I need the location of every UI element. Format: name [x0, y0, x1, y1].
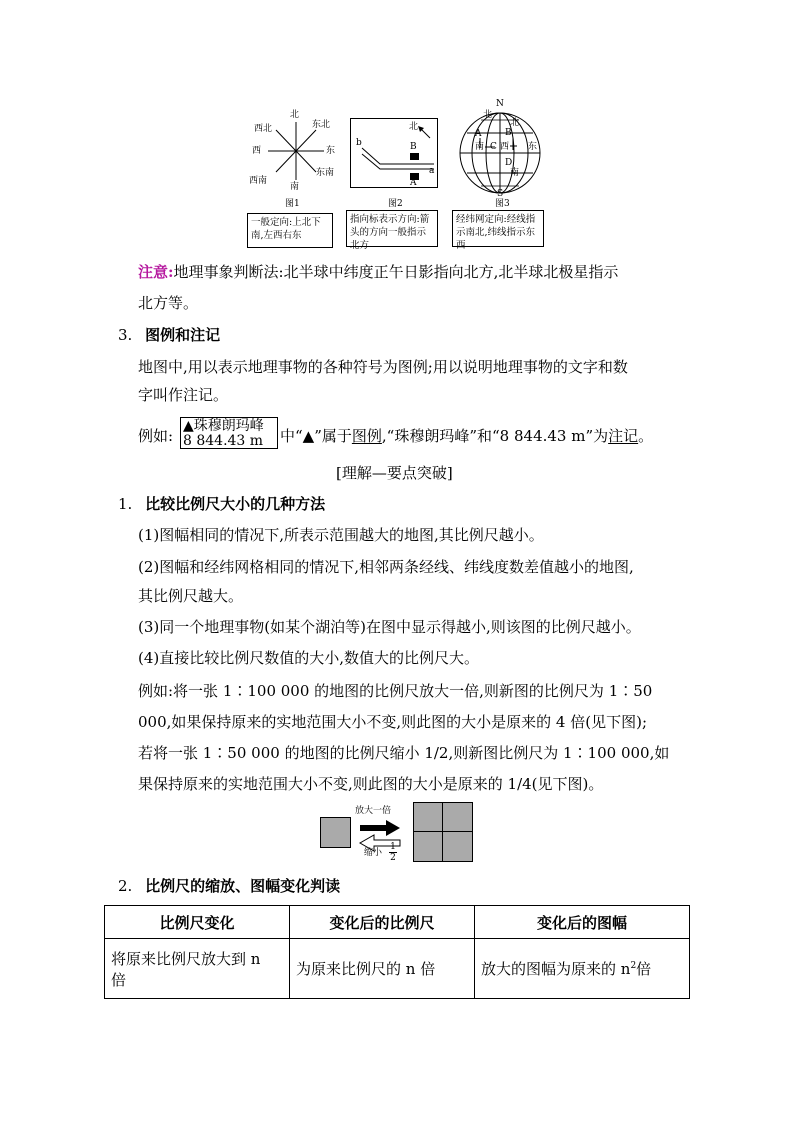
section-3-example-sentence — [280, 426, 653, 446]
method-item-3: (3)同一个地理事物(如某个湖泊等)在图中显示得越小,则该图的比例尺越小。 — [138, 618, 641, 636]
dir-west: 西 — [252, 146, 262, 156]
globe-south-right: 南 — [510, 168, 520, 178]
section-3-title: 图例和注记 — [145, 326, 221, 344]
dir-north: 北 — [290, 110, 300, 120]
fraction-numerator: 1 — [390, 842, 396, 852]
dir-east: 东 — [326, 146, 336, 156]
table-header-row — [105, 906, 690, 939]
cell-text-line: 将原来比例尺放大到 n — [111, 949, 261, 968]
example-text-b: ,“珠穆朗玛峰”和“8 844.43 m”为 — [381, 427, 609, 445]
everest-box-line-1: ▲珠穆朗玛峰 — [183, 418, 264, 434]
fraction-one-half — [389, 842, 397, 863]
fig2-label-a-upper: A — [410, 178, 417, 188]
everest-legend-box — [180, 417, 278, 449]
figure-2-caption: 图2 — [388, 199, 403, 209]
fig2-label-b-lower: b — [356, 138, 362, 148]
dir-southeast: 东南 — [316, 168, 335, 178]
section-3-example-prefix: 例如: — [138, 427, 174, 445]
example-line-4: 果保持原来的实地范围大小不变,则此图的大小是原来的 1/4(见下图)。 — [138, 775, 604, 793]
cell-superscript: 2 — [630, 961, 637, 971]
section-1-title: 比较比例尺大小的几种方法 — [145, 495, 326, 513]
globe-label-c: C — [490, 142, 497, 152]
cell-text-line: 倍 — [111, 970, 127, 989]
section-1-heading — [118, 494, 325, 514]
globe-label-d: D — [505, 158, 513, 168]
dir-southwest: 西南 — [249, 176, 268, 186]
table-row — [105, 939, 690, 999]
example-line-3: 若将一张 1∶50 000 的地图的比例尺缩小 1/2,则新图比例尺为 1∶100 000,如 — [138, 744, 670, 762]
globe-south-left: 南 — [475, 142, 485, 152]
section-2-number: 2. — [118, 877, 133, 895]
enlarge-arrow-icon — [360, 820, 400, 836]
scale-change-table — [104, 905, 690, 999]
globe-north-right: 北 — [510, 118, 520, 128]
table-cell — [105, 939, 290, 999]
table-header: 变化后的比例尺 — [290, 906, 475, 939]
section-2-title: 比例尺的缩放、图幅变化判读 — [145, 877, 341, 895]
example-text-a: 中“▲”属于 — [280, 427, 352, 445]
globe-pole-s: S — [497, 189, 504, 199]
figure-3-caption: 图3 — [495, 199, 510, 209]
dir-northeast: 东北 — [312, 120, 331, 130]
direction-arrow-map-diagram — [350, 118, 438, 190]
example-text-end: 。 — [638, 427, 654, 445]
globe-east: 东 — [528, 142, 538, 152]
table-header: 变化后的图幅 — [475, 906, 690, 939]
everest-box-line-2: 8 844.43 m — [183, 433, 264, 449]
example-line-1: 例如:将一张 1∶100 000 的地图的比例尺放大一倍,则新图的比例尺为 1∶50 — [138, 682, 653, 700]
section-1-number: 1. — [118, 495, 133, 513]
table-cell — [475, 939, 690, 999]
globe-pole-n: N — [496, 99, 504, 109]
figure-3-note: 经纬网定向:经线指示南北,纬线指示东西 — [452, 210, 544, 247]
section-3-paragraph-2: 字叫作注记。 — [138, 386, 229, 404]
dir-northwest: 西北 — [254, 124, 273, 134]
globe-graticule-diagram — [455, 108, 545, 198]
section-2-heading — [118, 876, 340, 896]
globe-label-b: B — [505, 128, 512, 138]
figure-1-caption: 图1 — [285, 199, 300, 209]
method-item-2a: (2)图幅和经纬网格相同的情况下,相邻两条经线、纬线度数差值越小的地图, — [138, 558, 634, 576]
method-item-1: (1)图幅相同的情况下,所表示范围越大的地图,其比例尺越小。 — [138, 526, 544, 544]
section-3-number: 3. — [118, 326, 133, 344]
annotation-word: 注记 — [608, 427, 639, 445]
figure-2-note: 指向标表示方向:箭头的方向一般指示北方 — [346, 210, 438, 247]
shrink-label: 缩小 — [364, 848, 383, 858]
section-3-paragraph-1: 地图中,用以表示地理事物的各种符号为图例;用以说明地理事物的文字和数 — [138, 358, 628, 376]
small-map-square — [320, 817, 351, 848]
cell-text: 倍 — [636, 960, 652, 978]
note-text-2: 北方等。 — [138, 294, 199, 312]
example-line-2: 000,如果保持原来的实地范围大小不变,则此图的大小是原来的 4 倍(见下图); — [138, 713, 648, 731]
fraction-denominator: 2 — [390, 853, 396, 863]
legend-word: 图例 — [351, 427, 382, 445]
note-line-1 — [138, 262, 618, 282]
globe-north-left: 北 — [483, 110, 493, 120]
table-header: 比例尺变化 — [105, 906, 290, 939]
method-item-2b: 其比例尺越大。 — [138, 587, 244, 605]
globe-label-a: A — [475, 129, 482, 139]
dir-south: 南 — [290, 182, 300, 192]
note-text-1: 地理事象判断法:北半球中纬度正午日影指向北方,北半球北极星指示 — [173, 263, 619, 281]
large-map-grid — [413, 802, 473, 862]
fig2-label-a-lower: a — [429, 166, 435, 176]
enlarge-label: 放大一倍 — [355, 806, 392, 816]
method-item-4: (4)直接比较比例尺数值的大小,数值大的比例尺大。 — [138, 649, 480, 667]
section-3-heading — [118, 325, 220, 345]
figure-1-note: 一般定向:上北下南,左西右东 — [247, 213, 333, 248]
fig2-north-label: 北 — [409, 122, 419, 132]
understanding-subheading: [理解—要点突破] — [336, 464, 453, 482]
table-cell: 为原来比例尺的 n 倍 — [290, 939, 475, 999]
globe-west: 西 — [500, 142, 510, 152]
note-label: 注意: — [138, 263, 174, 281]
fig2-label-b-upper: B — [410, 142, 417, 152]
cell-text: 放大的图幅为原来的 n — [481, 960, 631, 978]
